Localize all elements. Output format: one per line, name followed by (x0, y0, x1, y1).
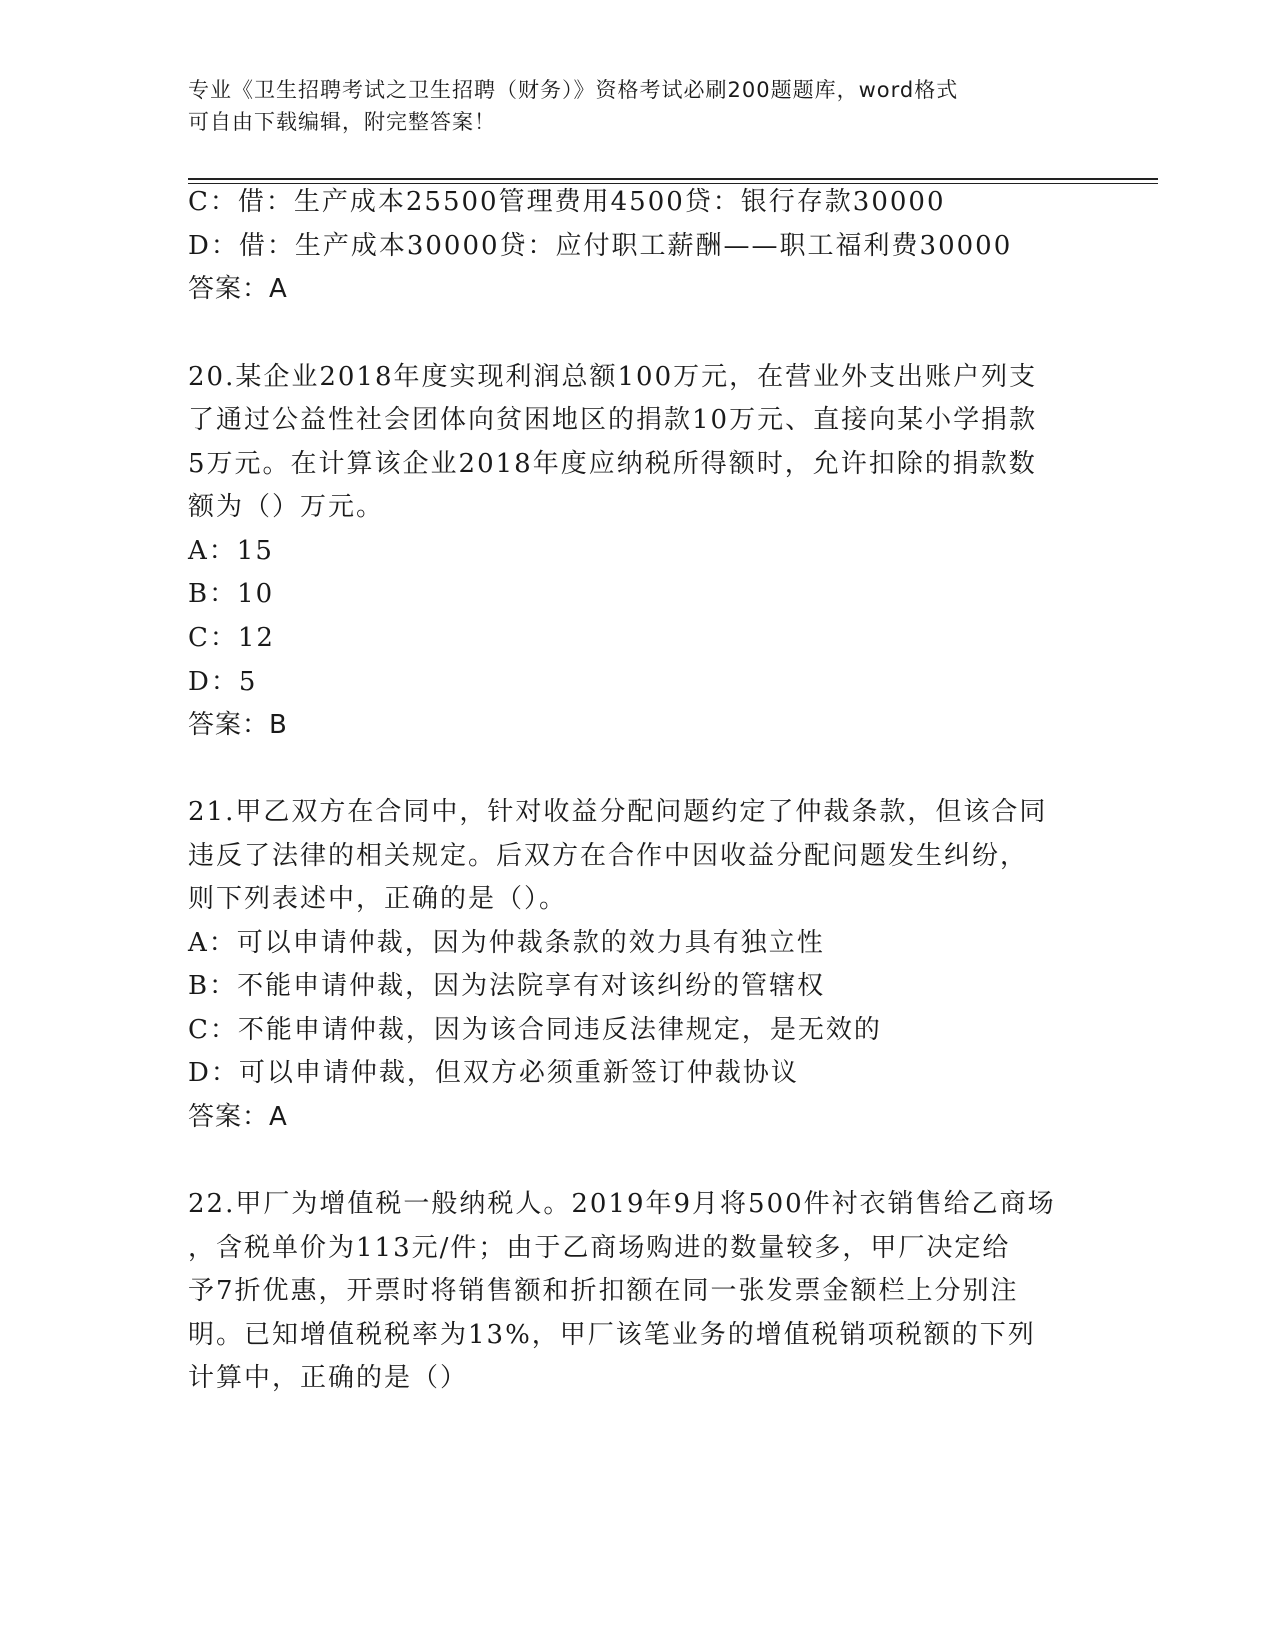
q21-text-line-2: 违反了法律的相关规定。后双方在合作中因收益分配问题发生纠纷， (188, 841, 1029, 871)
q21-text-line-1: 21.甲乙双方在合同中，针对收益分配问题约定了仲裁条款，但该合同 (188, 797, 1048, 827)
q19-option-c: C：借：生产成本25500管理费用4500贷：银行存款30000 (188, 187, 946, 217)
q21-option-a: A：可以申请仲裁，因为仲裁条款的效力具有独立性 (188, 928, 825, 958)
q22-text-line-4: 明。已知增值税税率为13%，甲厂该笔业务的增值税销项税额的下列 (188, 1320, 1036, 1350)
q20-text-line-4: 额为（）万元。 (188, 492, 385, 522)
document-header (188, 74, 1088, 138)
q21-text-line-3: 则下列表述中，正确的是（）。 (188, 884, 568, 914)
q19-answer: 答案：A (188, 274, 288, 304)
q22-text-line-1: 22.甲厂为增值税一般纳税人。2019年9月将500件衬衣销售给乙商场 (188, 1189, 1056, 1219)
header-line-1: 专业《卫生招聘考试之卫生招聘（财务）》资格考试必刷200题题库，word格式 (188, 78, 959, 102)
header-divider-thick (188, 178, 1158, 180)
q20-option-a: A：15 (188, 536, 274, 566)
q20-text-line-3: 5万元。在计算该企业2018年度应纳税所得额时，允许扣除的捐款数 (188, 449, 1037, 479)
q22-text-line-3: 予7折优惠，开票时将销售额和折扣额在同一张发票金额栏上分别注 (188, 1276, 1019, 1306)
q21-answer: 答案：A (188, 1102, 288, 1132)
q20-option-b: B：10 (188, 579, 275, 609)
q22-text-line-2: ，含税单价为113元/件；由于乙商场购进的数量较多，甲厂决定给 (188, 1233, 1011, 1263)
q20-text-line-1: 20.某企业2018年度实现利润总额100万元，在营业外支出账户列支 (188, 362, 1038, 392)
header-line-2: 可自由下载编辑，附完整答案！ (188, 110, 496, 134)
header-divider-thin (188, 183, 1158, 184)
q21-option-c: C：不能申请仲裁，因为该合同违反法律规定，是无效的 (188, 1015, 882, 1045)
q21-option-b: B：不能申请仲裁，因为法院享有对该纠纷的管辖权 (188, 971, 826, 1001)
q21-option-d: D：可以申请仲裁，但双方必须重新签订仲裁协议 (188, 1058, 799, 1088)
q20-answer: 答案：B (188, 710, 288, 740)
q20-option-c: C：12 (188, 623, 275, 653)
q20-text-line-2: 了通过公益性社会团体向贫困地区的捐款10万元、直接向某小学捐款 (188, 405, 1038, 435)
q20-option-d: D：5 (188, 667, 258, 697)
q19-option-d: D：借：生产成本30000贷：应付职工薪酬——职工福利费30000 (188, 231, 1013, 261)
q22-text-line-5: 计算中，正确的是（） (188, 1363, 469, 1393)
